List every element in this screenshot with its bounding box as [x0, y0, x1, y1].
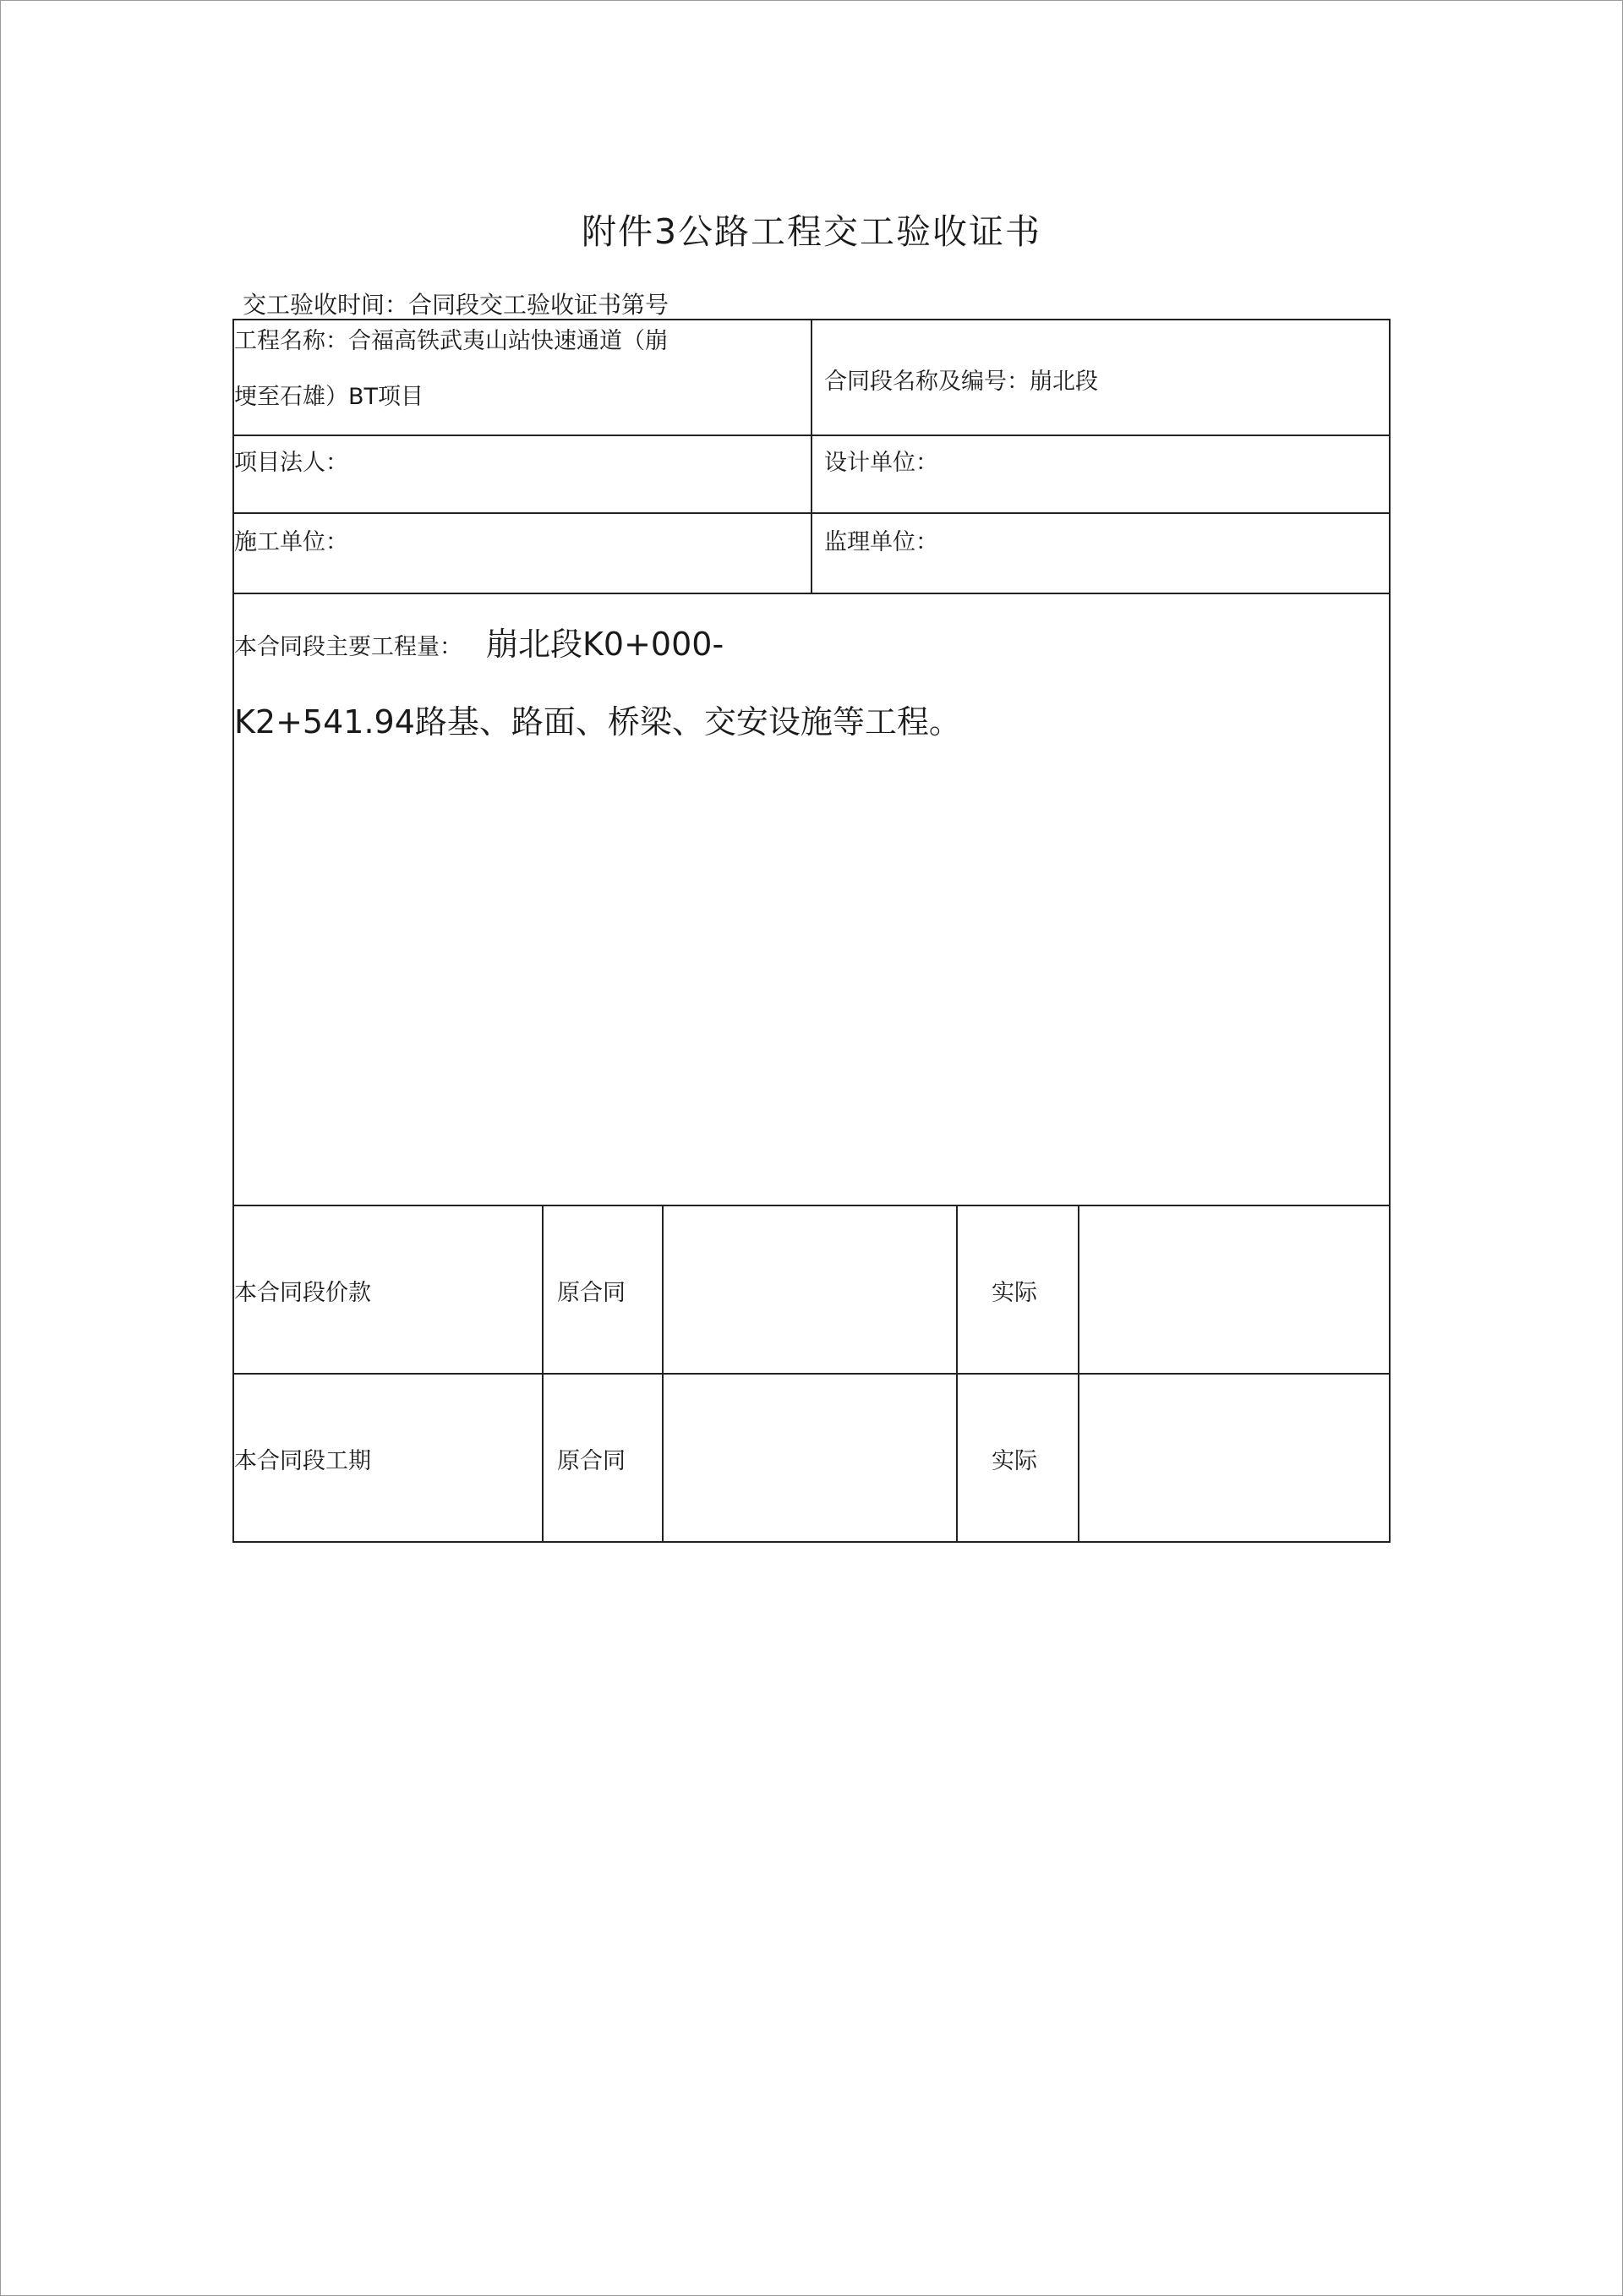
project-name-line1: 工程名称：合福高铁武夷山站快速通道（崩: [234, 328, 668, 354]
table-rule: [232, 1373, 1391, 1375]
supervision-unit-label: 监理单位：: [824, 529, 938, 555]
period-label: 本合同段工期: [234, 1448, 371, 1474]
main-quantity-label: 本合同段主要工程量：: [234, 634, 462, 660]
table-rule: [542, 1205, 544, 1543]
main-quantity-line2: K2+541.94路基、路面、桥梁、交安设施等工程。: [234, 703, 961, 741]
legal-person-label: 项目法人：: [234, 450, 348, 476]
project-name-line2: 埂至石雄）BT项目: [234, 384, 424, 410]
table-rule: [1078, 1205, 1079, 1543]
table-rule: [956, 1205, 958, 1543]
period-original-label: 原合同: [557, 1448, 626, 1474]
price-label: 本合同段价款: [234, 1280, 371, 1306]
price-actual-label: 实际: [992, 1280, 1037, 1306]
table-rule: [1389, 319, 1391, 1543]
price-original-label: 原合同: [557, 1280, 626, 1306]
construction-unit-label: 施工单位：: [234, 529, 348, 555]
section-name: 合同段名称及编号：崩北段: [824, 369, 1098, 395]
table-rule: [232, 1205, 1391, 1206]
table-rule: [811, 319, 812, 593]
acceptance-time-line: 交工验收时间：合同段交工验收证书第号: [243, 291, 669, 319]
table-rule: [232, 319, 234, 1543]
table-rule: [232, 1541, 1391, 1543]
table-rule: [662, 1205, 664, 1543]
design-unit-label: 设计单位：: [824, 450, 938, 476]
main-quantity-line1: 崩北段K0+000-: [486, 626, 724, 663]
period-actual-label: 实际: [992, 1448, 1037, 1474]
page-title: 附件3公路工程交工验收证书: [581, 211, 1042, 252]
